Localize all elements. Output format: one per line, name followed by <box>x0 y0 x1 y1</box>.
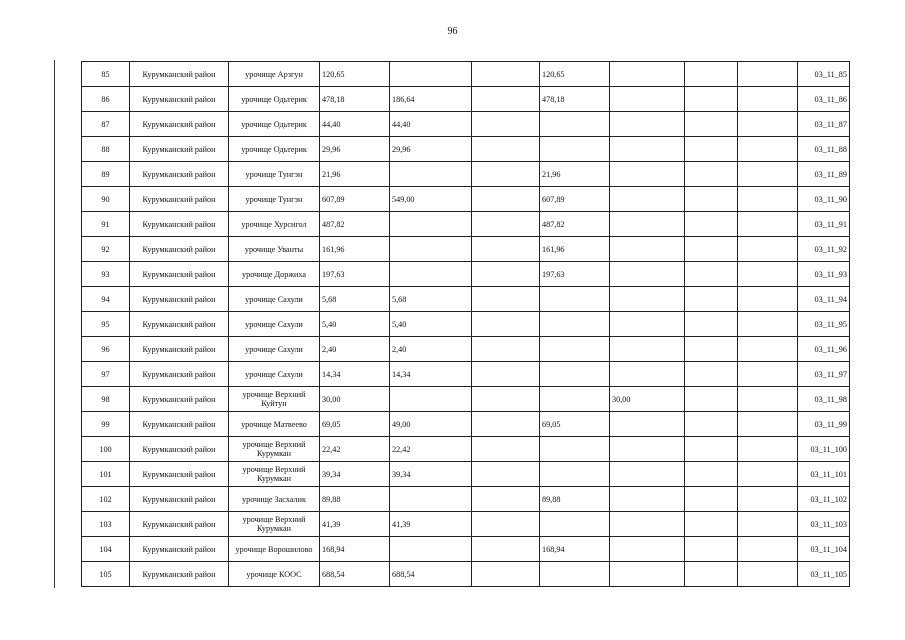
code-cell: 03_11_103 <box>798 512 850 537</box>
area-col-2-cell <box>472 287 540 312</box>
total-area-cell: 22,42 <box>320 437 390 462</box>
area-col-6-cell <box>738 462 798 487</box>
area-col-3-cell <box>540 287 610 312</box>
total-area-cell: 5,68 <box>320 287 390 312</box>
page-number: 96 <box>447 26 458 37</box>
area-col-4-cell <box>610 562 685 587</box>
area-col-3-cell: 478,18 <box>540 87 610 112</box>
row-number-cell: 86 <box>82 87 130 112</box>
site-cell: урочище Тунгэн <box>229 187 320 212</box>
area-col-2-cell <box>472 162 540 187</box>
code-cell: 03_11_90 <box>798 187 850 212</box>
area-col-6-cell <box>738 162 798 187</box>
area-col-1-cell: 29,96 <box>390 137 472 162</box>
area-col-1-cell: 49,00 <box>390 412 472 437</box>
district-cell: Курумканский район <box>130 337 229 362</box>
area-col-4-cell <box>610 412 685 437</box>
site-cell: урочище Верхний Курумкан <box>229 512 320 537</box>
area-col-4-cell <box>610 537 685 562</box>
total-area-cell: 39,34 <box>320 462 390 487</box>
area-col-2-cell <box>472 512 540 537</box>
area-col-5-cell <box>685 562 738 587</box>
site-cell: урочище Сахули <box>229 362 320 387</box>
area-col-2-cell <box>472 362 540 387</box>
total-area-cell: 30,00 <box>320 387 390 412</box>
table-row <box>82 362 850 387</box>
area-col-2-cell <box>472 187 540 212</box>
area-col-5-cell <box>685 387 738 412</box>
area-col-5-cell <box>685 362 738 387</box>
total-area-cell: 2,40 <box>320 337 390 362</box>
area-col-6-cell <box>738 62 798 87</box>
area-col-4-cell <box>610 262 685 287</box>
table-row <box>82 237 850 262</box>
area-col-2-cell <box>472 87 540 112</box>
code-cell: 03_11_105 <box>798 562 850 587</box>
table-row <box>82 137 850 162</box>
table-row <box>82 112 850 137</box>
district-cell: Курумканский район <box>130 312 229 337</box>
district-cell: Курумканский район <box>130 112 229 137</box>
area-col-1-cell <box>390 387 472 412</box>
area-col-6-cell <box>738 112 798 137</box>
row-number-cell: 98 <box>82 387 130 412</box>
code-cell: 03_11_88 <box>798 137 850 162</box>
site-cell: урочище Одьтерик <box>229 112 320 137</box>
area-col-1-cell <box>390 487 472 512</box>
table-row <box>82 462 850 487</box>
area-col-6-cell <box>738 562 798 587</box>
district-cell: Курумканский район <box>130 187 229 212</box>
code-cell: 03_11_99 <box>798 412 850 437</box>
area-col-5-cell <box>685 62 738 87</box>
row-number-cell: 97 <box>82 362 130 387</box>
area-col-2-cell <box>472 312 540 337</box>
row-number-cell: 99 <box>82 412 130 437</box>
total-area-cell: 41,39 <box>320 512 390 537</box>
area-col-3-cell <box>540 312 610 337</box>
area-col-6-cell <box>738 412 798 437</box>
table-row <box>82 387 850 412</box>
district-cell: Курумканский район <box>130 287 229 312</box>
site-cell: урочище Сахули <box>229 312 320 337</box>
area-col-4-cell <box>610 87 685 112</box>
code-cell: 03_11_89 <box>798 162 850 187</box>
site-cell: урочище Верхний Куйтун <box>229 387 320 412</box>
area-col-5-cell <box>685 187 738 212</box>
area-col-2-cell <box>472 562 540 587</box>
row-number-cell: 100 <box>82 437 130 462</box>
area-col-1-cell: 688,54 <box>390 562 472 587</box>
table-row <box>82 337 850 362</box>
area-col-3-cell <box>540 137 610 162</box>
row-number-cell: 95 <box>82 312 130 337</box>
area-col-5-cell <box>685 137 738 162</box>
area-col-6-cell <box>738 212 798 237</box>
area-col-2-cell <box>472 237 540 262</box>
site-cell: урочище Сахули <box>229 287 320 312</box>
area-col-3-cell: 89,88 <box>540 487 610 512</box>
area-col-2-cell <box>472 437 540 462</box>
row-number-cell: 96 <box>82 337 130 362</box>
code-cell: 03_11_93 <box>798 262 850 287</box>
row-number-cell: 101 <box>82 462 130 487</box>
site-cell: урочище Доржиха <box>229 262 320 287</box>
area-col-1-cell: 44,40 <box>390 112 472 137</box>
area-col-3-cell <box>540 362 610 387</box>
district-cell: Курумканский район <box>130 62 229 87</box>
district-cell: Курумканский район <box>130 137 229 162</box>
area-col-3-cell <box>540 387 610 412</box>
area-col-3-cell <box>540 562 610 587</box>
area-col-2-cell <box>472 387 540 412</box>
code-cell: 03_11_102 <box>798 487 850 512</box>
area-col-5-cell <box>685 212 738 237</box>
area-col-1-cell <box>390 237 472 262</box>
area-col-2-cell <box>472 137 540 162</box>
area-col-1-cell: 186,64 <box>390 87 472 112</box>
area-col-3-cell <box>540 462 610 487</box>
site-cell: урочище Арзгун <box>229 62 320 87</box>
area-col-1-cell <box>390 537 472 562</box>
code-cell: 03_11_101 <box>798 462 850 487</box>
area-col-2-cell <box>472 337 540 362</box>
district-cell: Курумканский район <box>130 437 229 462</box>
area-col-1-cell: 22,42 <box>390 437 472 462</box>
site-cell: урочище Засхалик <box>229 487 320 512</box>
district-cell: Курумканский район <box>130 412 229 437</box>
area-col-4-cell <box>610 487 685 512</box>
area-col-6-cell <box>738 537 798 562</box>
table-body <box>82 62 850 587</box>
row-number-cell: 88 <box>82 137 130 162</box>
district-cell: Курумканский район <box>130 512 229 537</box>
table-row <box>82 187 850 212</box>
site-cell: урочище КООС <box>229 562 320 587</box>
table-row <box>82 412 850 437</box>
code-cell: 03_11_87 <box>798 112 850 137</box>
area-col-5-cell <box>685 87 738 112</box>
code-cell: 03_11_92 <box>798 237 850 262</box>
area-col-6-cell <box>738 187 798 212</box>
area-col-3-cell <box>540 337 610 362</box>
code-cell: 03_11_96 <box>798 337 850 362</box>
area-col-2-cell <box>472 112 540 137</box>
area-col-5-cell <box>685 537 738 562</box>
site-cell: урочище Уванты <box>229 237 320 262</box>
site-cell: урочище Сахули <box>229 337 320 362</box>
row-number-cell: 94 <box>82 287 130 312</box>
data-table <box>81 61 850 587</box>
district-cell: Курумканский район <box>130 237 229 262</box>
left-margin-rule <box>54 60 55 588</box>
code-cell: 03_11_100 <box>798 437 850 462</box>
area-col-4-cell <box>610 362 685 387</box>
area-col-3-cell: 487,82 <box>540 212 610 237</box>
area-col-3-cell: 120,65 <box>540 62 610 87</box>
area-col-1-cell <box>390 62 472 87</box>
table-row <box>82 62 850 87</box>
area-col-6-cell <box>738 87 798 112</box>
district-cell: Курумканский район <box>130 212 229 237</box>
table-row <box>82 212 850 237</box>
area-col-2-cell <box>472 212 540 237</box>
area-col-5-cell <box>685 312 738 337</box>
total-area-cell: 487,82 <box>320 212 390 237</box>
district-cell: Курумканский район <box>130 87 229 112</box>
area-col-5-cell <box>685 287 738 312</box>
row-number-cell: 87 <box>82 112 130 137</box>
row-number-cell: 93 <box>82 262 130 287</box>
area-col-4-cell <box>610 112 685 137</box>
area-col-1-cell: 2,40 <box>390 337 472 362</box>
area-col-5-cell <box>685 462 738 487</box>
total-area-cell: 197,63 <box>320 262 390 287</box>
area-col-1-cell: 41,39 <box>390 512 472 537</box>
area-col-6-cell <box>738 262 798 287</box>
area-col-1-cell: 5,68 <box>390 287 472 312</box>
area-col-6-cell <box>738 337 798 362</box>
area-col-1-cell <box>390 212 472 237</box>
area-col-3-cell: 197,63 <box>540 262 610 287</box>
area-col-6-cell <box>738 137 798 162</box>
row-number-cell: 104 <box>82 537 130 562</box>
total-area-cell: 688,54 <box>320 562 390 587</box>
table-row <box>82 87 850 112</box>
code-cell: 03_11_86 <box>798 87 850 112</box>
site-cell: урочище Одьтерик <box>229 87 320 112</box>
table-row <box>82 537 850 562</box>
area-col-1-cell: 14,34 <box>390 362 472 387</box>
area-col-4-cell <box>610 512 685 537</box>
area-col-5-cell <box>685 262 738 287</box>
area-col-6-cell <box>738 362 798 387</box>
area-col-4-cell <box>610 437 685 462</box>
row-number-cell: 103 <box>82 512 130 537</box>
district-cell: Курумканский район <box>130 362 229 387</box>
total-area-cell: 5,40 <box>320 312 390 337</box>
area-col-1-cell <box>390 262 472 287</box>
total-area-cell: 478,18 <box>320 87 390 112</box>
area-col-4-cell <box>610 237 685 262</box>
total-area-cell: 29,96 <box>320 137 390 162</box>
row-number-cell: 92 <box>82 237 130 262</box>
code-cell: 03_11_104 <box>798 537 850 562</box>
row-number-cell: 102 <box>82 487 130 512</box>
area-col-6-cell <box>738 387 798 412</box>
total-area-cell: 161,96 <box>320 237 390 262</box>
total-area-cell: 21,96 <box>320 162 390 187</box>
area-col-5-cell <box>685 237 738 262</box>
row-number-cell: 105 <box>82 562 130 587</box>
district-cell: Курумканский район <box>130 387 229 412</box>
district-cell: Курумканский район <box>130 487 229 512</box>
area-col-4-cell: 30,00 <box>610 387 685 412</box>
table-row <box>82 287 850 312</box>
area-col-6-cell <box>738 512 798 537</box>
area-col-4-cell <box>610 187 685 212</box>
area-col-5-cell <box>685 112 738 137</box>
row-number-cell: 90 <box>82 187 130 212</box>
area-col-1-cell: 39,34 <box>390 462 472 487</box>
area-col-1-cell: 549,00 <box>390 187 472 212</box>
area-col-3-cell: 69,05 <box>540 412 610 437</box>
site-cell: урочище Одьтерик <box>229 137 320 162</box>
code-cell: 03_11_85 <box>798 62 850 87</box>
site-cell: урочище Матвеево <box>229 412 320 437</box>
district-cell: Курумканский район <box>130 162 229 187</box>
area-col-1-cell: 5,40 <box>390 312 472 337</box>
area-col-3-cell: 168,94 <box>540 537 610 562</box>
total-area-cell: 607,89 <box>320 187 390 212</box>
total-area-cell: 120,65 <box>320 62 390 87</box>
area-col-2-cell <box>472 262 540 287</box>
area-col-6-cell <box>738 312 798 337</box>
area-col-5-cell <box>685 437 738 462</box>
area-col-2-cell <box>472 412 540 437</box>
area-col-2-cell <box>472 62 540 87</box>
code-cell: 03_11_98 <box>798 387 850 412</box>
area-col-2-cell <box>472 462 540 487</box>
area-col-3-cell: 161,96 <box>540 237 610 262</box>
area-col-3-cell <box>540 112 610 137</box>
area-col-4-cell <box>610 212 685 237</box>
table-row <box>82 437 850 462</box>
area-col-6-cell <box>738 287 798 312</box>
table-row <box>82 312 850 337</box>
total-area-cell: 168,94 <box>320 537 390 562</box>
area-col-3-cell: 607,89 <box>540 187 610 212</box>
total-area-cell: 69,05 <box>320 412 390 437</box>
area-col-5-cell <box>685 337 738 362</box>
district-cell: Курумканский район <box>130 262 229 287</box>
area-col-2-cell <box>472 487 540 512</box>
area-col-4-cell <box>610 462 685 487</box>
area-col-2-cell <box>472 537 540 562</box>
row-number-cell: 85 <box>82 62 130 87</box>
table-row <box>82 512 850 537</box>
district-cell: Курумканский район <box>130 537 229 562</box>
table-row <box>82 262 850 287</box>
area-col-4-cell <box>610 287 685 312</box>
site-cell: урочище Хурсигол <box>229 212 320 237</box>
area-col-4-cell <box>610 62 685 87</box>
area-col-5-cell <box>685 162 738 187</box>
area-col-4-cell <box>610 312 685 337</box>
site-cell: урочище Верхний Курумкан <box>229 437 320 462</box>
area-col-3-cell <box>540 437 610 462</box>
table-row <box>82 162 850 187</box>
code-cell: 03_11_95 <box>798 312 850 337</box>
total-area-cell: 14,34 <box>320 362 390 387</box>
site-cell: урочище Ворошилово <box>229 537 320 562</box>
area-col-5-cell <box>685 512 738 537</box>
site-cell: урочище Тунгэн <box>229 162 320 187</box>
code-cell: 03_11_97 <box>798 362 850 387</box>
district-cell: Курумканский район <box>130 462 229 487</box>
area-col-6-cell <box>738 437 798 462</box>
area-col-3-cell <box>540 512 610 537</box>
area-col-6-cell <box>738 487 798 512</box>
table-row <box>82 487 850 512</box>
code-cell: 03_11_94 <box>798 287 850 312</box>
area-col-4-cell <box>610 337 685 362</box>
district-cell: Курумканский район <box>130 562 229 587</box>
row-number-cell: 89 <box>82 162 130 187</box>
area-col-1-cell <box>390 162 472 187</box>
code-cell: 03_11_91 <box>798 212 850 237</box>
area-col-6-cell <box>738 237 798 262</box>
total-area-cell: 89,88 <box>320 487 390 512</box>
row-number-cell: 91 <box>82 212 130 237</box>
area-col-5-cell <box>685 487 738 512</box>
area-col-4-cell <box>610 137 685 162</box>
area-col-4-cell <box>610 162 685 187</box>
area-col-5-cell <box>685 412 738 437</box>
total-area-cell: 44,40 <box>320 112 390 137</box>
area-col-3-cell: 21,96 <box>540 162 610 187</box>
site-cell: урочище Верхний Курумкан <box>229 462 320 487</box>
table-row <box>82 562 850 587</box>
